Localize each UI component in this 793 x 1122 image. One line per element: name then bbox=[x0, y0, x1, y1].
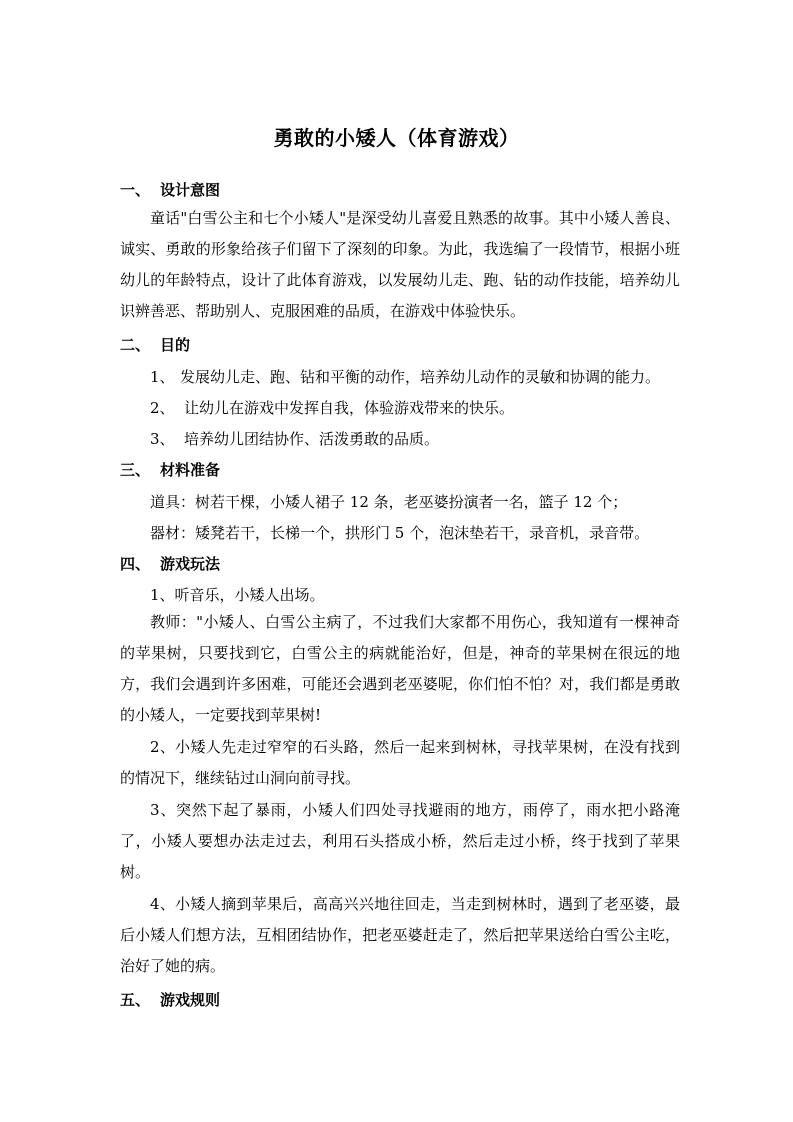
goal-item-1 bbox=[150, 367, 660, 387]
section-title: 游戏玩法 bbox=[160, 555, 221, 573]
section-title: 材料准备 bbox=[160, 461, 221, 479]
section-title: 设计意图 bbox=[160, 181, 221, 199]
document-title: 勇敢的小矮人（体育游戏） bbox=[273, 126, 520, 150]
play-step-2: 2、小矮人先走过窄窄的石头路，然后一起来到树林，寻找苹果树，在没有找到的情况下，继续钻过山洞向前寻找。 bbox=[120, 738, 680, 787]
teacher-speech: 教师："小矮人、白雪公主病了，不过我们大家都不用伤心，我知道有一棵神奇的苹果树，只要找到它，白雪公主的病就能治好，但是，神奇的苹果树在很远的地方，我们会遇到许多困难，可能还会遇到老巫婆呢，你们怕不怕？对，我们都是勇敢的小矮人，一定要找到苹果树! bbox=[120, 613, 680, 724]
play-step-3: 3、突然下起了暴雨，小矮人们四处寻找避雨的地方，雨停了，雨水把小路淹了，小矮人要想办法走过去，利用石头搭成小桥，然后走过小桥，终于找到了苹果树。 bbox=[120, 801, 680, 881]
section-number: 三、 bbox=[120, 461, 151, 479]
goal-number: 3、 bbox=[150, 430, 175, 448]
section-heading-4 bbox=[120, 554, 220, 574]
section-number: 五、 bbox=[120, 991, 151, 1009]
section-number: 一、 bbox=[120, 181, 151, 199]
goal-text: 培养幼儿团结协作、活泼勇敢的品质。 bbox=[184, 430, 440, 448]
section-title: 游戏规则 bbox=[160, 991, 221, 1009]
goal-text: 让幼儿在游戏中发挥自我，体验游戏带来的快乐。 bbox=[184, 399, 515, 417]
goal-text: 发展幼儿走、跑、钻和平衡的动作，培养幼儿动作的灵敏和协调的能力。 bbox=[180, 368, 661, 386]
section-number: 四、 bbox=[120, 555, 151, 573]
section-heading-3 bbox=[120, 460, 220, 480]
section-number: 二、 bbox=[120, 336, 151, 354]
materials-equipment: 器材：矮凳若干，长梯一个，拱形门 5 个，泡沫垫若干，录音机，录音带。 bbox=[150, 524, 650, 542]
section-title: 目的 bbox=[160, 336, 191, 354]
goal-number: 2、 bbox=[150, 399, 175, 417]
goal-item-2 bbox=[150, 398, 514, 418]
goal-number: 1、 bbox=[150, 368, 175, 386]
play-step-4: 4、小矮人摘到苹果后，高高兴兴地往回走，当走到树林时，遇到了老巫婆，最后小矮人们想方法，互相团结协作，把老巫婆赶走了，然后把苹果送给白雪公主吃，治好了她的病。 bbox=[120, 895, 680, 975]
goal-item-3 bbox=[150, 429, 439, 449]
section-heading-2 bbox=[120, 335, 190, 355]
section-heading-1 bbox=[120, 180, 220, 200]
section-heading-5 bbox=[120, 990, 220, 1010]
play-step-1: 1、听音乐，小矮人出场。 bbox=[150, 586, 325, 604]
materials-props: 道具：树若干棵，小矮人裙子 12 条，老巫婆扮演者一名，篮子 12 个； bbox=[150, 493, 628, 511]
intent-paragraph: 童话"白雪公主和七个小矮人"是深受幼儿喜爱且熟悉的故事。其中小矮人善良、诚实、勇敢的形象给孩子们留下了深刻的印象。为此，我选编了一段情节，根据小班幼儿的年龄特点，设计了此体育游戏，以发展幼儿走、跑、钻的动作技能，培养幼儿识辨善恶、帮助别人、克服困难的品质，在游戏中体验快乐。 bbox=[120, 209, 680, 320]
